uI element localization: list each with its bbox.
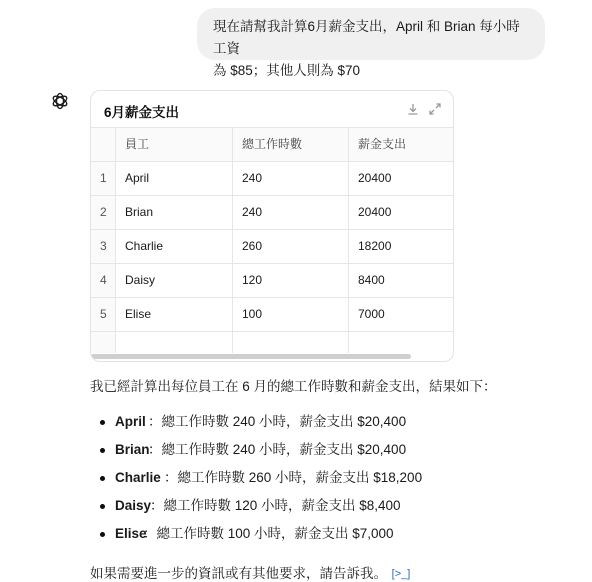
user-message-line-2: 為 $85；其他人則為 $70 xyxy=(213,63,361,78)
table-cell-pay[interactable]: 18200 xyxy=(358,239,392,253)
column-header-pay[interactable]: 薪金支出 xyxy=(358,137,407,151)
employee-name: Brian xyxy=(115,442,150,457)
response-intro: 我已經計算出每位員工在 6 月的總工作時數和薪金支出，結果如下： xyxy=(90,379,497,394)
table-cell-hours[interactable]: 260 xyxy=(242,239,263,253)
row-index: 3 xyxy=(100,239,107,253)
table-cell-name[interactable]: Brian xyxy=(125,205,154,219)
employee-name: Charlie xyxy=(115,470,161,485)
user-message-line-1: 現在請幫我計算6月薪金支出，April 和 Brian 每小時工資 xyxy=(213,19,520,56)
row-index: 5 xyxy=(100,307,107,321)
payroll-table-card xyxy=(90,90,454,362)
bullet-dot xyxy=(100,476,105,481)
code-interpreter-icon[interactable]: [>_] xyxy=(391,568,411,581)
table-cell-pay[interactable]: 20400 xyxy=(358,171,392,185)
employee-summary: ：總工作時數 100 小時，薪金支出 $7,000 xyxy=(143,526,394,541)
row-index: 2 xyxy=(100,205,107,219)
column-header-hours[interactable]: 總工作時數 xyxy=(242,137,303,151)
table-cell-hours[interactable]: 240 xyxy=(242,171,263,185)
employee-name: Daisy xyxy=(115,498,152,513)
table-cell-hours[interactable]: 100 xyxy=(242,307,263,321)
table-cell-name[interactable]: Charlie xyxy=(125,239,164,253)
bullet-dot xyxy=(100,504,105,509)
table-cell-name[interactable]: Daisy xyxy=(125,273,156,287)
horizontal-scrollbar[interactable] xyxy=(91,354,411,359)
bullet-dot xyxy=(100,532,105,537)
employee-name: April xyxy=(115,414,146,429)
assistant-logo-icon xyxy=(49,90,71,112)
response-closing xyxy=(90,562,409,582)
table-cell-name[interactable]: Elise xyxy=(125,307,152,321)
row-index: 1 xyxy=(100,171,107,185)
closing-text: 如果需要進一步的資訊或有其他要求，請告訴我。 xyxy=(90,566,387,581)
user-message-bubble xyxy=(197,8,545,78)
table-title: 6月薪金支出 xyxy=(104,105,180,120)
expand-icon[interactable] xyxy=(427,101,443,117)
column-header-employee[interactable]: 員工 xyxy=(125,137,150,151)
employee-summary: ：總工作時數 120 小時，薪金支出 $8,400 xyxy=(150,498,401,513)
table-cell-pay[interactable]: 7000 xyxy=(358,307,385,321)
download-icon[interactable] xyxy=(405,101,421,117)
payroll-table xyxy=(91,127,453,353)
table-cell-pay[interactable]: 20400 xyxy=(358,205,392,219)
employee-summary: ：總工作時數 260 小時，薪金支出 $18,200 xyxy=(164,470,423,485)
employee-summary: ：總工作時數 240 小時，薪金支出 $20,400 xyxy=(148,442,407,457)
table-cell-hours[interactable]: 240 xyxy=(242,205,263,219)
table-cell-name[interactable]: April xyxy=(125,171,150,185)
employee-summary: ：總工作時數 240 小時，薪金支出 $20,400 xyxy=(148,414,407,429)
table-cell-hours[interactable]: 120 xyxy=(242,273,263,287)
row-index: 4 xyxy=(100,273,107,287)
bullet-dot xyxy=(100,448,105,453)
bullet-dot xyxy=(100,420,105,425)
employee-name: Elise xyxy=(115,526,147,541)
table-cell-pay[interactable]: 8400 xyxy=(358,273,385,287)
